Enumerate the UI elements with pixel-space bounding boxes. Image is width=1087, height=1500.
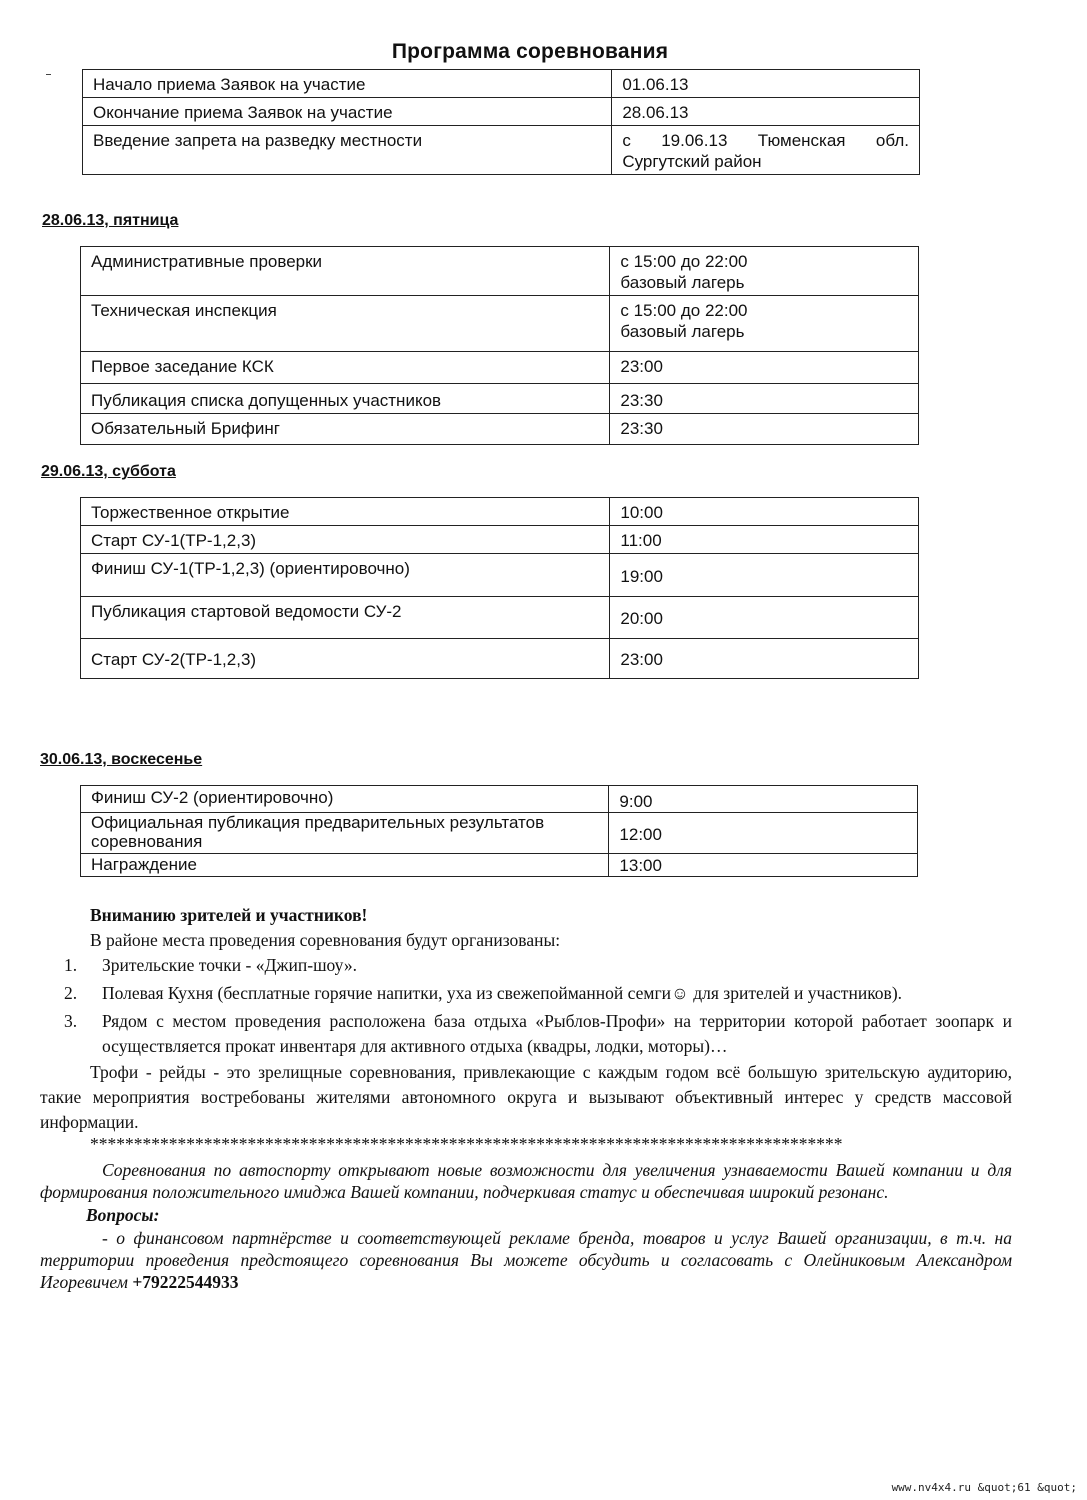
table-row xyxy=(81,639,919,679)
contact-phone: +79222544933 xyxy=(132,1272,239,1292)
list-item-text: Полевая Кухня (бесплатные горячие напитки, уха из свежепойманной семги☺ для зрителей и участников). xyxy=(102,983,903,1003)
list-item xyxy=(40,1009,1012,1059)
row-label: Финиш СУ-1(ТР-1,2,3) (ориентировочно) xyxy=(81,554,610,597)
trophy-raid-paragraph: Трофи - рейды - это зрелищные соревнования, привлекающие с каждым годом всё большую зрительскую аудиторию, такие мероприятия востребованы жителями автономного округа и вызывают объективный интерес у средств массовой информации. xyxy=(40,1062,1012,1132)
row-label: Награждение xyxy=(81,854,609,877)
row-label: Техническая инспекция xyxy=(81,296,610,352)
row-label: Публикация стартовой ведомости СУ-2 xyxy=(81,597,610,639)
day-heading-1: 28.06.13, пятница xyxy=(42,212,179,229)
questions-heading: Вопросы: xyxy=(86,1205,160,1225)
row-value xyxy=(610,296,919,352)
row-value-place: базовый лагерь xyxy=(620,322,745,341)
row-label: Публикация списка допущенных участников xyxy=(81,384,610,414)
table-row xyxy=(81,813,918,854)
table-row xyxy=(81,247,919,296)
row-label: Административные проверки xyxy=(81,247,610,296)
row-value: 23:30 xyxy=(610,384,919,414)
day-3-table xyxy=(80,785,918,877)
table-row xyxy=(81,854,918,877)
table-row xyxy=(81,352,919,384)
row-value-time: с 15:00 до 22:00 xyxy=(620,252,748,271)
notice-intro: В районе места проведения соревнования будут организованы: xyxy=(90,930,561,950)
row-value: 19:00 xyxy=(610,554,919,597)
row-label: Обязательный Брифинг xyxy=(81,414,610,445)
sponsor-text: Соревнования по автоспорту открывают новые возможности для увеличения узнаваемости Вашей компании и для формирования положительного имиджа Вашей компании, подчеркивая статус и обеспечивая широкий резонанс. xyxy=(40,1160,1012,1202)
notice-list xyxy=(40,953,1012,1059)
registration-table xyxy=(82,69,920,175)
list-item-text: Зрительские точки - «Джип-шоу». xyxy=(102,955,357,975)
row-label: Введение запрета на разведку местности xyxy=(83,126,612,175)
table-row xyxy=(81,384,919,414)
row-label: Официальная публикация предварительных результатов соревнования xyxy=(81,813,609,854)
row-label: Торжественное открытие xyxy=(81,498,610,526)
table-row xyxy=(81,554,919,597)
row-value-place: базовый лагерь xyxy=(620,273,745,292)
notice-heading: Вниманию зрителей и участников! xyxy=(90,905,368,925)
row-value-time: с 15:00 до 22:00 xyxy=(620,301,748,320)
page-title: Программа соревнования xyxy=(391,40,669,63)
questions-text-block xyxy=(40,1227,1012,1293)
table-row xyxy=(83,98,920,126)
notice-section xyxy=(40,903,1012,1293)
list-item xyxy=(40,981,1012,1006)
scan-mark xyxy=(46,74,51,75)
table-row xyxy=(81,597,919,639)
table-row xyxy=(81,786,918,813)
sponsor-paragraph xyxy=(40,1159,1012,1203)
day-2-table xyxy=(80,497,919,679)
stars-divider: ************************************************************************************** xyxy=(90,1135,843,1153)
row-label: Начало приема Заявок на участие xyxy=(83,70,612,98)
row-value: 20:00 xyxy=(610,597,919,639)
row-value: 13:00 xyxy=(609,854,918,877)
row-value: 23:00 xyxy=(610,639,919,679)
row-label: Финиш СУ-2 (ориентировочно) xyxy=(81,786,609,813)
list-item-text: Рядом с местом проведения расположена база отдыха «Рыблов-Профи» на территории которой работает зоопарк и осуществляется прокат инвентаря для активного отдыха (квадры, лодки, моторы)… xyxy=(102,1011,1012,1056)
table-row xyxy=(81,498,919,526)
questions-paragraph xyxy=(40,1227,1012,1293)
row-label: Первое заседание КСК xyxy=(81,352,610,384)
row-value xyxy=(610,247,919,296)
day-1-table xyxy=(80,246,919,445)
list-item-number: 2. xyxy=(64,983,78,1003)
row-label: Старт СУ-1(ТР-1,2,3) xyxy=(81,526,610,554)
list-item-number: 1. xyxy=(64,955,78,975)
list-item xyxy=(40,953,1012,978)
row-value: 9:00 xyxy=(609,786,918,813)
row-value: 11:00 xyxy=(610,526,919,554)
list-item-number: 3. xyxy=(64,1011,78,1031)
row-value: 28.06.13 xyxy=(612,98,920,126)
row-value: 12:00 xyxy=(609,813,918,854)
table-row xyxy=(81,526,919,554)
row-value: 23:30 xyxy=(610,414,919,445)
table-row xyxy=(81,296,919,352)
questions-text: - о финансовом партнёрстве и соответствующей рекламе бренда, товаров и услуг Вашей организации, в т.ч. на территории проведения предстоящего соревнования Вы можете обсудить и согласовать с Олейниковым Александром Игоревичем xyxy=(40,1228,1012,1292)
row-label: Старт СУ-2(ТР-1,2,3) xyxy=(81,639,610,679)
watermark: www.nv4x4.ru &quot;61 &quot; xyxy=(891,1481,1077,1494)
row-label: Окончание приема Заявок на участие xyxy=(83,98,612,126)
row-value: 10:00 xyxy=(610,498,919,526)
day-heading-2: 29.06.13, суббота xyxy=(41,463,176,480)
row-value: с 19.06.13 Тюменская обл. Сургутский район xyxy=(612,126,920,175)
row-value: 01.06.13 xyxy=(612,70,920,98)
row-value: 23:00 xyxy=(610,352,919,384)
table-row xyxy=(83,126,920,175)
day-heading-3: 30.06.13, воскесенье xyxy=(40,751,203,768)
table-row xyxy=(81,414,919,445)
table-row xyxy=(83,70,920,98)
